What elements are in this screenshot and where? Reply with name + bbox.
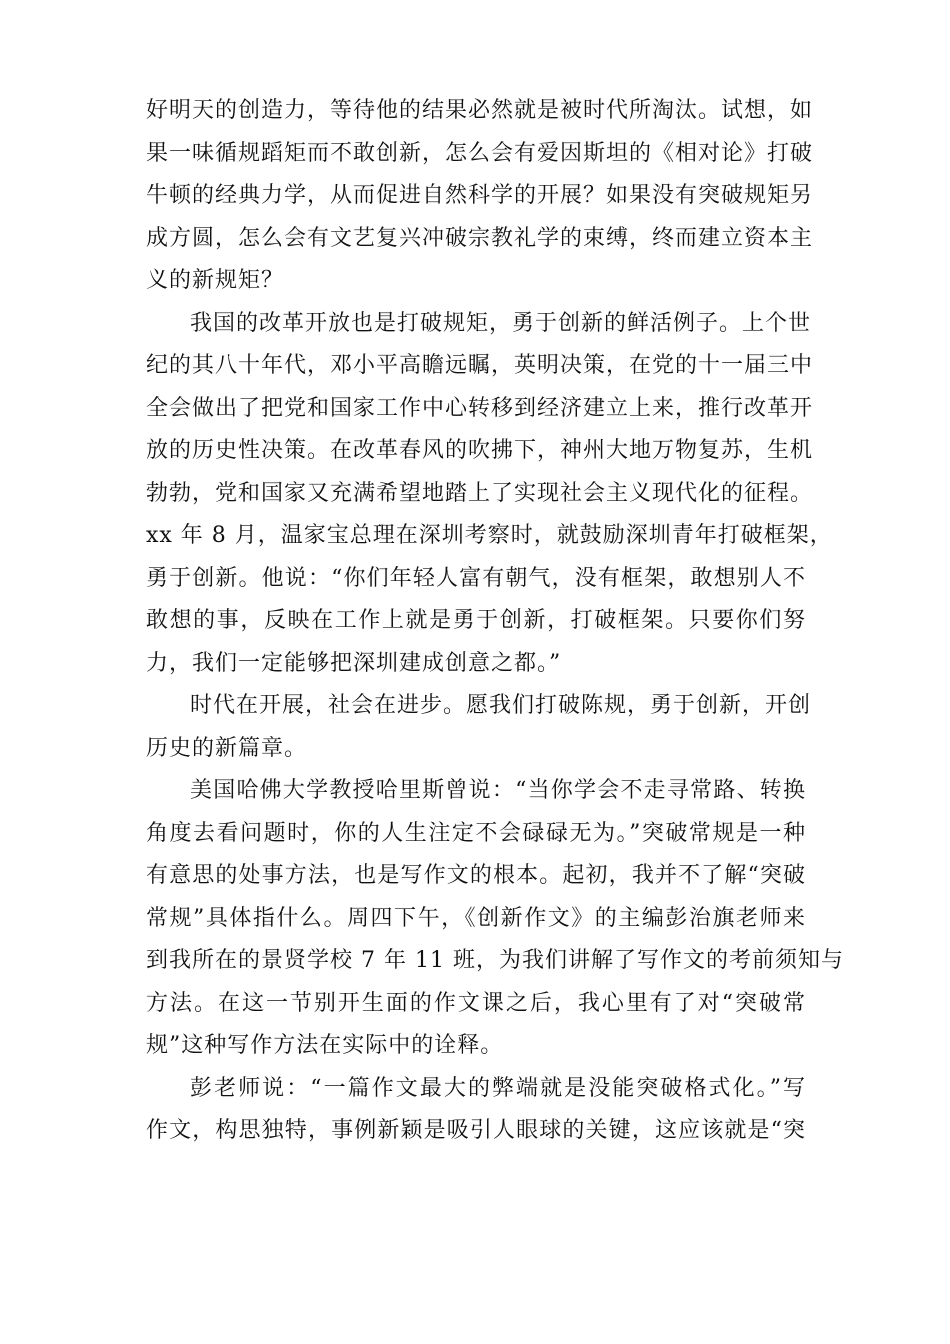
paragraph — [146, 1068, 806, 1153]
text-line: xx 年 8 月，温家宝总理在深圳考察时，就鼓励深圳青年打破框架， — [146, 523, 833, 548]
text-line: 果一味循规蹈矩而不敢创新，怎么会有爱因斯坦的《相对论》打破 — [146, 140, 814, 166]
text-line: 勃勃，党和国家又充满希望地踏上了实现社会主义现代化的征程。 — [146, 480, 814, 506]
text-line: 角度去看问题时，你的人生注定不会碌碌无为。”突破常规是一种 — [146, 820, 806, 846]
text-line: 全会做出了把党和国家工作中心转移到经济建立上来，推行改革开 — [146, 395, 814, 421]
paragraph — [146, 90, 814, 303]
text-line: 常规”具体指什么。周四下午，《创新作文》的主编彭治旗老师来 — [146, 905, 806, 931]
text-line: 勇于创新。他说：“你们年轻人富有朝气，没有框架，敢想别人不 — [146, 565, 806, 591]
text-line: 我国的改革开放也是打破规矩，勇于创新的鲜活例子。上个世 — [190, 310, 812, 336]
text-line: 方法。在这一节别开生面的作文课之后，我心里有了对“突破常 — [146, 990, 806, 1016]
text-line: 有意思的处事方法，也是写作文的根本。起初，我并不了解“突破 — [146, 863, 806, 888]
paragraph — [146, 770, 844, 1068]
text-line: 牛顿的经典力学，从而促进自然科学的开展？如果没有突破规矩另 — [146, 183, 814, 208]
text-line: 义的新规矩？ — [146, 268, 285, 293]
text-line: 好明天的创造力，等待他的结果必然就是被时代所淘汰。试想，如 — [146, 98, 814, 123]
text-line: 成方圆，怎么会有文艺复兴冲破宗教礼学的束缚，终而建立资本主 — [146, 225, 814, 251]
text-line: 放的历史性决策。在改革春风的吹拂下，神州大地万物复苏，生机 — [146, 438, 814, 463]
text-line: 力，我们一定能够把深圳建成创意之都。” — [146, 650, 562, 676]
text-line: 纪的其八十年代，邓小平高瞻远瞩，英明决策，在党的十一届三中 — [146, 353, 814, 378]
paragraph — [146, 303, 833, 686]
text-line: 规”这种写作方法在实际中的诠释。 — [146, 1033, 504, 1058]
text-line: 彭老师说：“一篇作文最大的弊端就是没能突破格式化。”写 — [190, 1075, 806, 1101]
text-line: 敢想的事，反映在工作上就是勇于创新，打破框架。只要你们努 — [146, 608, 806, 633]
paragraph — [146, 685, 812, 770]
text-line: 历史的新篇章。 — [146, 735, 308, 761]
text-line: 美国哈佛大学教授哈里斯曾说：“当你学会不走寻常路、转换 — [190, 778, 806, 803]
text-line: 到我所在的景贤学校 7 年 11 班，为我们讲解了写作文的考前须知与 — [146, 948, 844, 973]
document-body — [146, 90, 844, 1153]
text-line: 时代在开展，社会在进步。愿我们打破陈规，勇于创新，开创 — [190, 693, 812, 718]
text-line: 作文，构思独特，事例新颖是吸引人眼球的关键，这应该就是“突 — [146, 1118, 806, 1143]
